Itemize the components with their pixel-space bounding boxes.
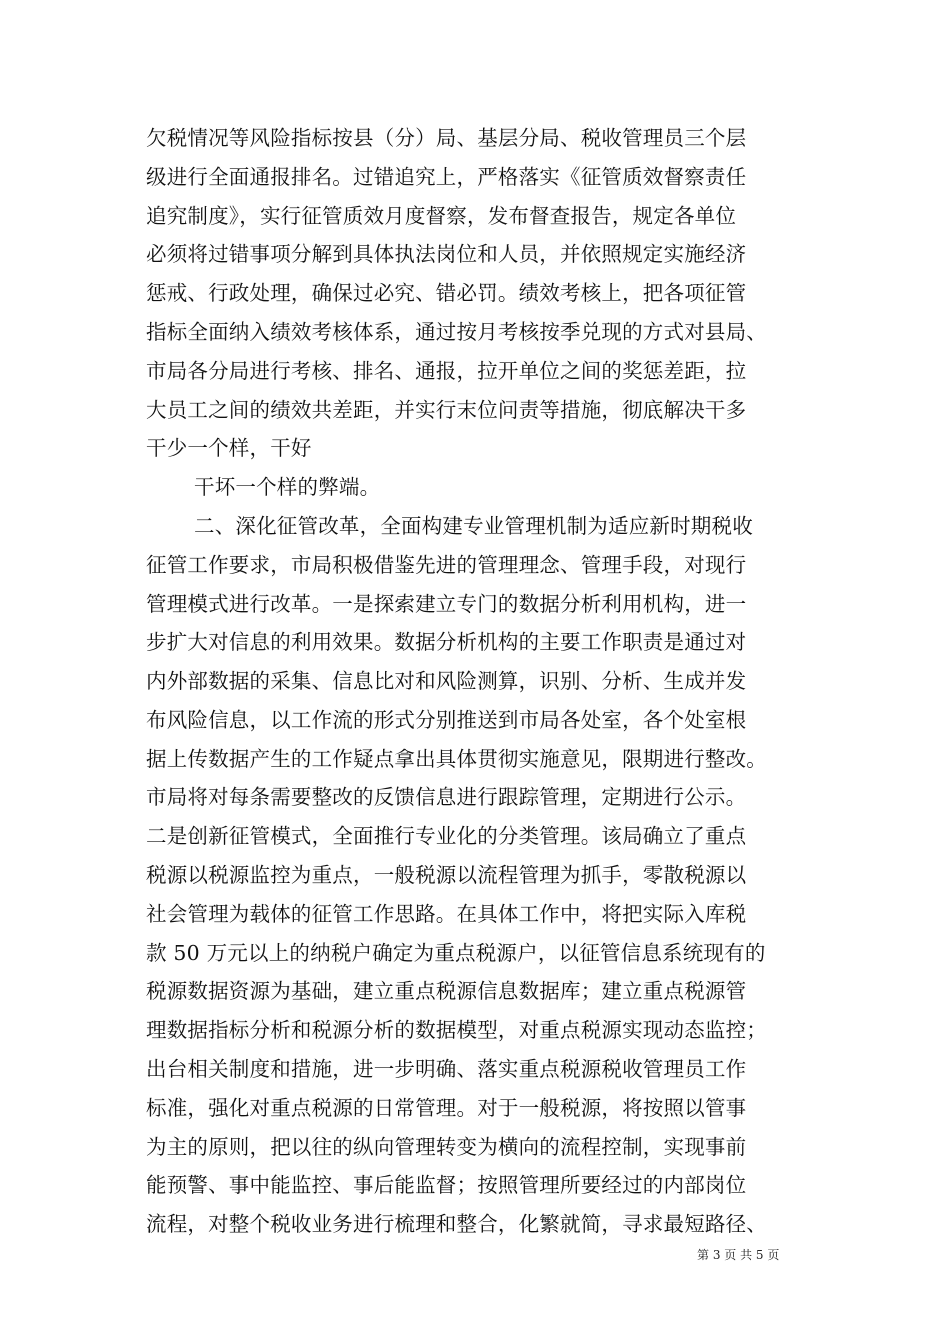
text-line-5: 惩戒、行政处理，确保过必究、错必罚。绩效考核上，把各项征管 — [146, 281, 747, 305]
text-line-12: 征管工作要求，市局积极借鉴先进的管理理念、管理手段，对现行 — [146, 553, 747, 577]
text-line-11: 二、深化征管改革，全面构建专业管理机制为适应新时期税收 — [194, 514, 753, 538]
text-line-8: 大员工之间的绩效共差距，并实行末位问责等措施，彻底解决干多 — [146, 398, 747, 422]
text-line-13: 管理模式进行改革。一是探索建立专门的数据分析利用机构，进一 — [146, 592, 747, 616]
text-line-21: 社会管理为载体的征管工作思路。在具体工作中，将把实际入库税 — [146, 902, 747, 926]
text-line-9: 干少一个样，干好 — [146, 436, 312, 460]
text-line-24: 理数据指标分析和税源分析的数据模型，对重点税源实现动态监控； — [146, 1018, 767, 1042]
text-line-6: 指标全面纳入绩效考核体系，通过按月考核按季兑现的方式对县局、 — [146, 320, 767, 344]
text-line-26: 标准，强化对重点税源的日常管理。对于一般税源，将按照以管事 — [146, 1096, 747, 1120]
page-number-footer: 第 3 页 共 5 页 — [697, 1248, 780, 1262]
text-line-2: 级进行全面通报排名。过错追究上，严格落实《征管质效督察责任 — [146, 165, 747, 189]
text-line-17: 据上传数据产生的工作疑点拿出具体贯彻实施意见，限期进行整改。 — [146, 747, 767, 771]
text-line-14: 步扩大对信息的利用效果。数据分析机构的主要工作职责是通过对 — [146, 630, 747, 654]
text-line-15: 内外部数据的采集、信息比对和风险测算，识别、分析、生成并发 — [146, 669, 747, 693]
text-line-16: 布风险信息，以工作流的形式分别推送到市局各处室，各个处室根 — [146, 708, 747, 732]
text-line-20: 税源以税源监控为重点，一般税源以流程管理为抓手，零散税源以 — [146, 863, 747, 887]
text-line-28: 能预警、事中能监控、事后能监督；按照管理所要经过的内部岗位 — [146, 1173, 747, 1197]
text-line-3: 追究制度》，实行征管质效月度督察，发布督查报告，规定各单位 — [146, 204, 737, 228]
text-line-10: 干坏一个样的弊端。 — [194, 475, 381, 499]
text-line-7: 市局各分局进行考核、排名、通报，拉开单位之间的奖惩差距，拉 — [146, 359, 747, 383]
text-line-27: 为主的原则，把以往的纵向管理转变为横向的流程控制，实现事前 — [146, 1135, 747, 1159]
text-line-22: 款 50 万元以上的纳税户确定为重点税源户，以征管信息系统现有的 — [146, 941, 766, 965]
text-line-29: 流程，对整个税收业务进行梳理和整合，化繁就简，寻求最短路径、 — [146, 1212, 767, 1236]
text-line-23: 税源数据资源为基础，建立重点税源信息数据库；建立重点税源管 — [146, 979, 747, 1003]
text-line-1: 欠税情况等风险指标按县（分）局、基层分局、税收管理员三个层 — [146, 126, 747, 150]
text-line-4: 必须将过错事项分解到具体执法岗位和人员，并依照规定实施经济 — [146, 242, 747, 266]
text-line-18: 市局将对每条需要整改的反馈信息进行跟踪管理，定期进行公示。 — [146, 785, 747, 809]
text-line-25: 出台相关制度和措施，进一步明确、落实重点税源税收管理员工作 — [146, 1057, 747, 1081]
text-line-19: 二是创新征管模式，全面推行专业化的分类管理。该局确立了重点 — [146, 824, 747, 848]
